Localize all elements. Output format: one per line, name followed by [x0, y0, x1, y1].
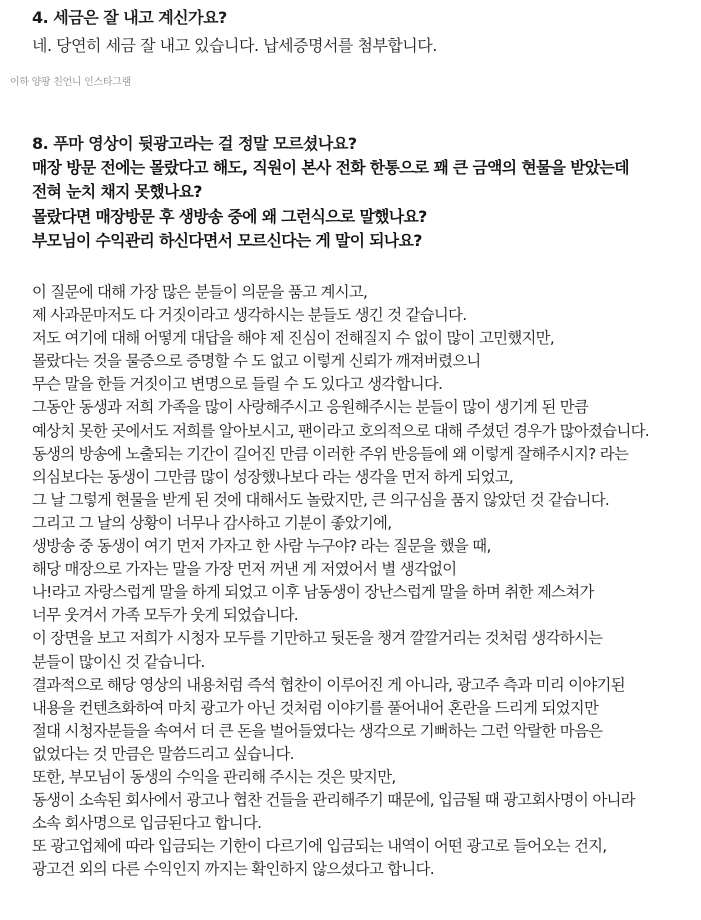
question-line: 몰랐다면 매장방문 후 생방송 중에 왜 그런식으로 말했나요? — [32, 206, 427, 226]
answer-line: 소속 회사명으로 입금된다고 합니다. — [32, 814, 262, 833]
answer-line: 저도 여기에 대해 어떻게 대답을 해야 제 진심이 전해질지 수 없이 많이 고민했지만, — [32, 329, 555, 348]
answer-line: 제 사과문마저도 다 거짓이라고 생각하시는 분들도 생긴 것 같습니다. — [32, 306, 467, 325]
answer-line: 또 광고업체에 따라 입금되는 기한이 다르기에 입금되는 내역이 어떤 광고로 들어오는 건지, — [32, 837, 607, 856]
question-4-answer: 네. 당연히 세금 잘 내고 있습니다. 납세증명서를 첨부합니다. — [32, 36, 437, 55]
answer-line: 의심보다는 동생이 그만큼 많이 성장했나보다 라는 생각을 먼저 하게 되었고, — [32, 467, 514, 486]
answer-line: 내용을 컨텐츠화하여 마치 광고가 아닌 것처럼 이야기를 풀어내어 혼란을 드리게 되었지만 — [32, 698, 599, 717]
question-8-answer — [32, 281, 693, 881]
answer-line: 이 장면을 보고 저희가 시청자 모두를 기만하고 뒷돈을 챙겨 깔깔거리는 것처럼 생각하시는 — [32, 629, 603, 648]
answer-line: 동생이 소속된 회사에서 광고나 협찬 건들을 관리해주기 때문에, 입금될 때 광고회사명이 아니라 — [32, 791, 635, 810]
answer-line: 이 질문에 대해 가장 많은 분들이 의문을 품고 계시고, — [32, 283, 368, 301]
question-line: 부모님이 수익관리 하신다면서 모르신다는 게 말이 되나요? — [32, 231, 422, 251]
question-line: 전혀 눈치 채지 못했나요? — [32, 182, 202, 202]
answer-line: 없었다는 것 만큼은 말씀드리고 싶습니다. — [32, 744, 294, 763]
answer-line: 결과적으로 해당 영상의 내용처럼 즉석 협찬이 이루어진 게 아니라, 광고주 측과 미리 이야기된 — [32, 675, 625, 694]
question-4-section — [32, 6, 693, 58]
answer-line: 나!라고 자랑스럽게 말을 하게 되었고 이후 남동생이 장난스럽게 말을 하며 취한 제스쳐가 — [32, 583, 594, 602]
question-line: 매장 방문 전에는 몰랐다고 해도, 직원이 본사 전화 한통으로 꽤 큰 금액의 현물을 받았는데 — [32, 158, 629, 177]
question-8-title: 8. 푸마 영상이 뒷광고라는 걸 정말 모르셨나요? — [32, 134, 357, 153]
question-8-section — [32, 132, 693, 254]
answer-line: 동생의 방송에 노출되는 기간이 길어진 만큼 이러한 주위 반응들에 왜 이렇게 잘해주시지? 라는 — [32, 444, 629, 463]
answer-line: 그동안 동생과 저희 가족을 많이 사랑해주시고 응원해주시는 분들이 많이 생기게 된 만큼 — [32, 398, 589, 417]
answer-line: 너무 웃겨서 가족 모두가 웃게 되었습니다. — [32, 606, 298, 625]
question-4-title: 4. 세금은 잘 내고 계신가요? — [32, 8, 227, 27]
answer-line: 해당 매장으로 가자는 말을 가장 먼저 꺼낸 게 저였어서 별 생각없이 — [32, 560, 457, 579]
answer-line: 그 날 그렇게 현물을 받게 된 것에 대해서도 놀랐지만, 큰 의구심을 품지 않았던 것 같습니다. — [32, 490, 610, 509]
answer-line: 절대 시청자분들을 속여서 더 큰 돈을 벌어들였다는 생각으로 기뻐하는 그런 악랄한 마음은 — [32, 721, 603, 740]
answer-line: 광고건 외의 다른 수익인지 까지는 확인하지 않으셨다고 합니다. — [32, 860, 434, 879]
answer-line: 또한, 부모님이 동생의 수익을 관리해 주시는 것은 맞지만, — [32, 767, 396, 786]
question-8-questions — [32, 156, 693, 254]
image-caption: 이하 양팡 친언니 인스타그램 — [10, 77, 131, 88]
answer-line: 예상치 못한 곳에서도 저희를 알아보시고, 팬이라고 호의적으로 대해 주셨던 경우가 많아졌습니다. — [32, 421, 650, 440]
answer-line: 분들이 많이신 것 같습니다. — [32, 652, 205, 671]
answer-line: 몰랐다는 것을 물증으로 증명할 수 도 없고 이렇게 신뢰가 깨져버렸으니 — [32, 352, 481, 371]
answer-line: 생방송 중 동생이 여기 먼저 가자고 한 사람 누구야? 라는 질문을 했을 때, — [32, 537, 491, 556]
answer-line: 그리고 그 날의 상황이 너무나 감사하고 기분이 좋았기에, — [32, 513, 392, 532]
answer-line: 무슨 말을 한들 거짓이고 변명으로 들릴 수 도 있다고 생각합니다. — [32, 375, 443, 394]
